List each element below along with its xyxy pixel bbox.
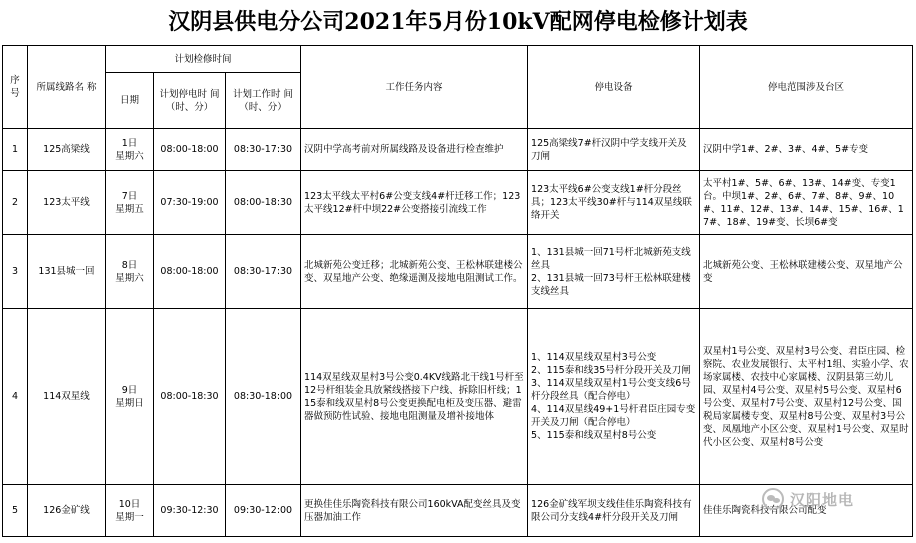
wechat-icon: [762, 488, 784, 510]
row-seq: 2: [3, 171, 28, 235]
row-outage: 08:00-18:00: [154, 129, 226, 171]
row-date: [106, 485, 154, 537]
row-equipment: 1、131县城一回71号杆北城新苑支线丝具 2、131县城一回73号杆王松林联建楼支线丝具: [528, 235, 700, 309]
header-task: 工作任务内容: [301, 46, 528, 129]
row-task: 北城新苑公变迁移；北城新苑公变、王松林联建楼公变、双星地产公变、绝缘遥测及接地电阻测试工作。: [301, 235, 528, 309]
table-row: [3, 309, 913, 485]
table-row: [3, 171, 913, 235]
row-equipment: 126金矿线军坝支线佳佳乐陶瓷科技有限公司分支线4#杆分段开关及刀闸: [528, 485, 700, 537]
row-outage: 07:30-19:00: [154, 171, 226, 235]
row-work: 08:30-17:30: [226, 235, 301, 309]
row-weekday: 星期六: [115, 272, 144, 284]
row-outage: 08:00-18:00: [154, 235, 226, 309]
header-outage-time: 计划停电时 间（时、分）: [154, 73, 226, 129]
row-weekday: 星期日: [115, 397, 144, 409]
row-scope: 汉阴中学1#、2#、3#、4#、5#专变: [700, 129, 913, 171]
table-row: [3, 129, 913, 171]
page-title: 汉阴县供电分公司2021年5月份10kV配网停电检修计划表: [168, 9, 748, 35]
row-date: [106, 309, 154, 485]
row-task: 汉阴中学高考前对所属线路及设备进行检查维护: [301, 129, 528, 171]
header-seq: 序号: [3, 46, 28, 129]
watermark-text: 汉阳地电: [790, 490, 855, 509]
row-seq: 3: [3, 235, 28, 309]
header-equipment: 停电设备: [528, 46, 700, 129]
watermark: [762, 486, 912, 512]
row-equipment: 123太平线6#公变支线1#杆分段丝具；123太平线30#杆与114双星线联络开关: [528, 171, 700, 235]
row-date: [106, 171, 154, 235]
header-work-time: 计划工作时 间（时、分）: [226, 73, 301, 129]
row-equipment: 1、114双星线双星村3号公变 2、115泰和线35号杆分段开关及刀闸 3、114双星线双星村1号公变支线6号杆分段丝具（配合停电） 4、114双星线49+1号杆君臣庄园专变开关及刀闸（配合停电） 5、115泰和线双星村8号公变: [528, 309, 700, 485]
row-work: 08:00-18:30: [226, 171, 301, 235]
row-day: 8日: [121, 259, 138, 271]
header-scope: 停电范围涉及台区: [700, 46, 913, 129]
row-seq: 4: [3, 309, 28, 485]
row-work: 08:30-17:30: [226, 129, 301, 171]
row-day: 10日: [118, 498, 141, 510]
row-date: [106, 235, 154, 309]
header-line: 所属线路名 称: [28, 46, 106, 129]
row-equipment: 125高梁线7#杆汉阴中学支线开关及刀闸: [528, 129, 700, 171]
row-seq: 5: [3, 485, 28, 537]
row-outage: 08:00-18:30: [154, 309, 226, 485]
row-task: 114双星线双星村3号公变0.4KV线路北干线1号杆至12号杆组装金具放紧线搭接下户线、拆除旧杆线；115泰和线双星村8号公变更换配电柜及变压器、避雷器做预防性试验、接地电阻测量及增补接地体: [301, 309, 528, 485]
header-plan-time: 计划检修时间: [106, 46, 301, 73]
row-day: 9日: [121, 384, 138, 396]
row-line: 125高梁线: [28, 129, 106, 171]
row-line: 123太平线: [28, 171, 106, 235]
header-row: [3, 46, 913, 73]
row-outage: 09:30-12:30: [154, 485, 226, 537]
row-line: 131县城一回: [28, 235, 106, 309]
row-task: 更换佳佳乐陶瓷科技有限公司160kVA配变丝具及变压器加油工作: [301, 485, 528, 537]
row-weekday: 星期六: [115, 150, 144, 162]
table-row: [3, 235, 913, 309]
row-task: 123太平线太平村6#公变支线4#杆迁移工作；123太平线12#杆中坝22#公变搭接引流线工作: [301, 171, 528, 235]
row-date: [106, 129, 154, 171]
row-scope: 双星村1号公变、双星村3号公变、君臣庄园、检察院、农业发展银行、太平村1组、实验小学、农场家属楼、农技中心家属楼、汉阴县第三幼儿园、双星村4号公变、双星村5号公变、双星村6号公变、双星村7号公变、双星村12号公变、国税局家属楼专变、双星村8号公变、双星村3号公变、凤凰地产小区公变、双星村1号公变、双星时代小区公变、双星村8号公变: [700, 309, 913, 485]
row-work: 09:30-12:00: [226, 485, 301, 537]
header-date: 日期: [106, 73, 154, 129]
row-line: 114双星线: [28, 309, 106, 485]
row-line: 126金矿线: [28, 485, 106, 537]
row-day: 7日: [121, 190, 138, 202]
row-weekday: 星期一: [115, 511, 144, 523]
row-scope: 太平村1#、5#、6#、13#、14#变、专变1台。中坝1#、2#、6#、7#、8#、9#、10#、11#、12#、13#、14#、15#、16#、17#、18#、19#变、长坝6#变: [700, 171, 913, 235]
row-scope: 北城新苑公变、王松林联建楼公变、双星地产公变: [700, 235, 913, 309]
row-work: 08:30-18:00: [226, 309, 301, 485]
row-scope: 佳佳乐陶瓷科技有限公司配变: [700, 485, 913, 537]
row-weekday: 星期五: [115, 203, 144, 215]
row-seq: 1: [3, 129, 28, 171]
maintenance-plan-table: [2, 45, 913, 537]
row-day: 1日: [121, 137, 138, 149]
